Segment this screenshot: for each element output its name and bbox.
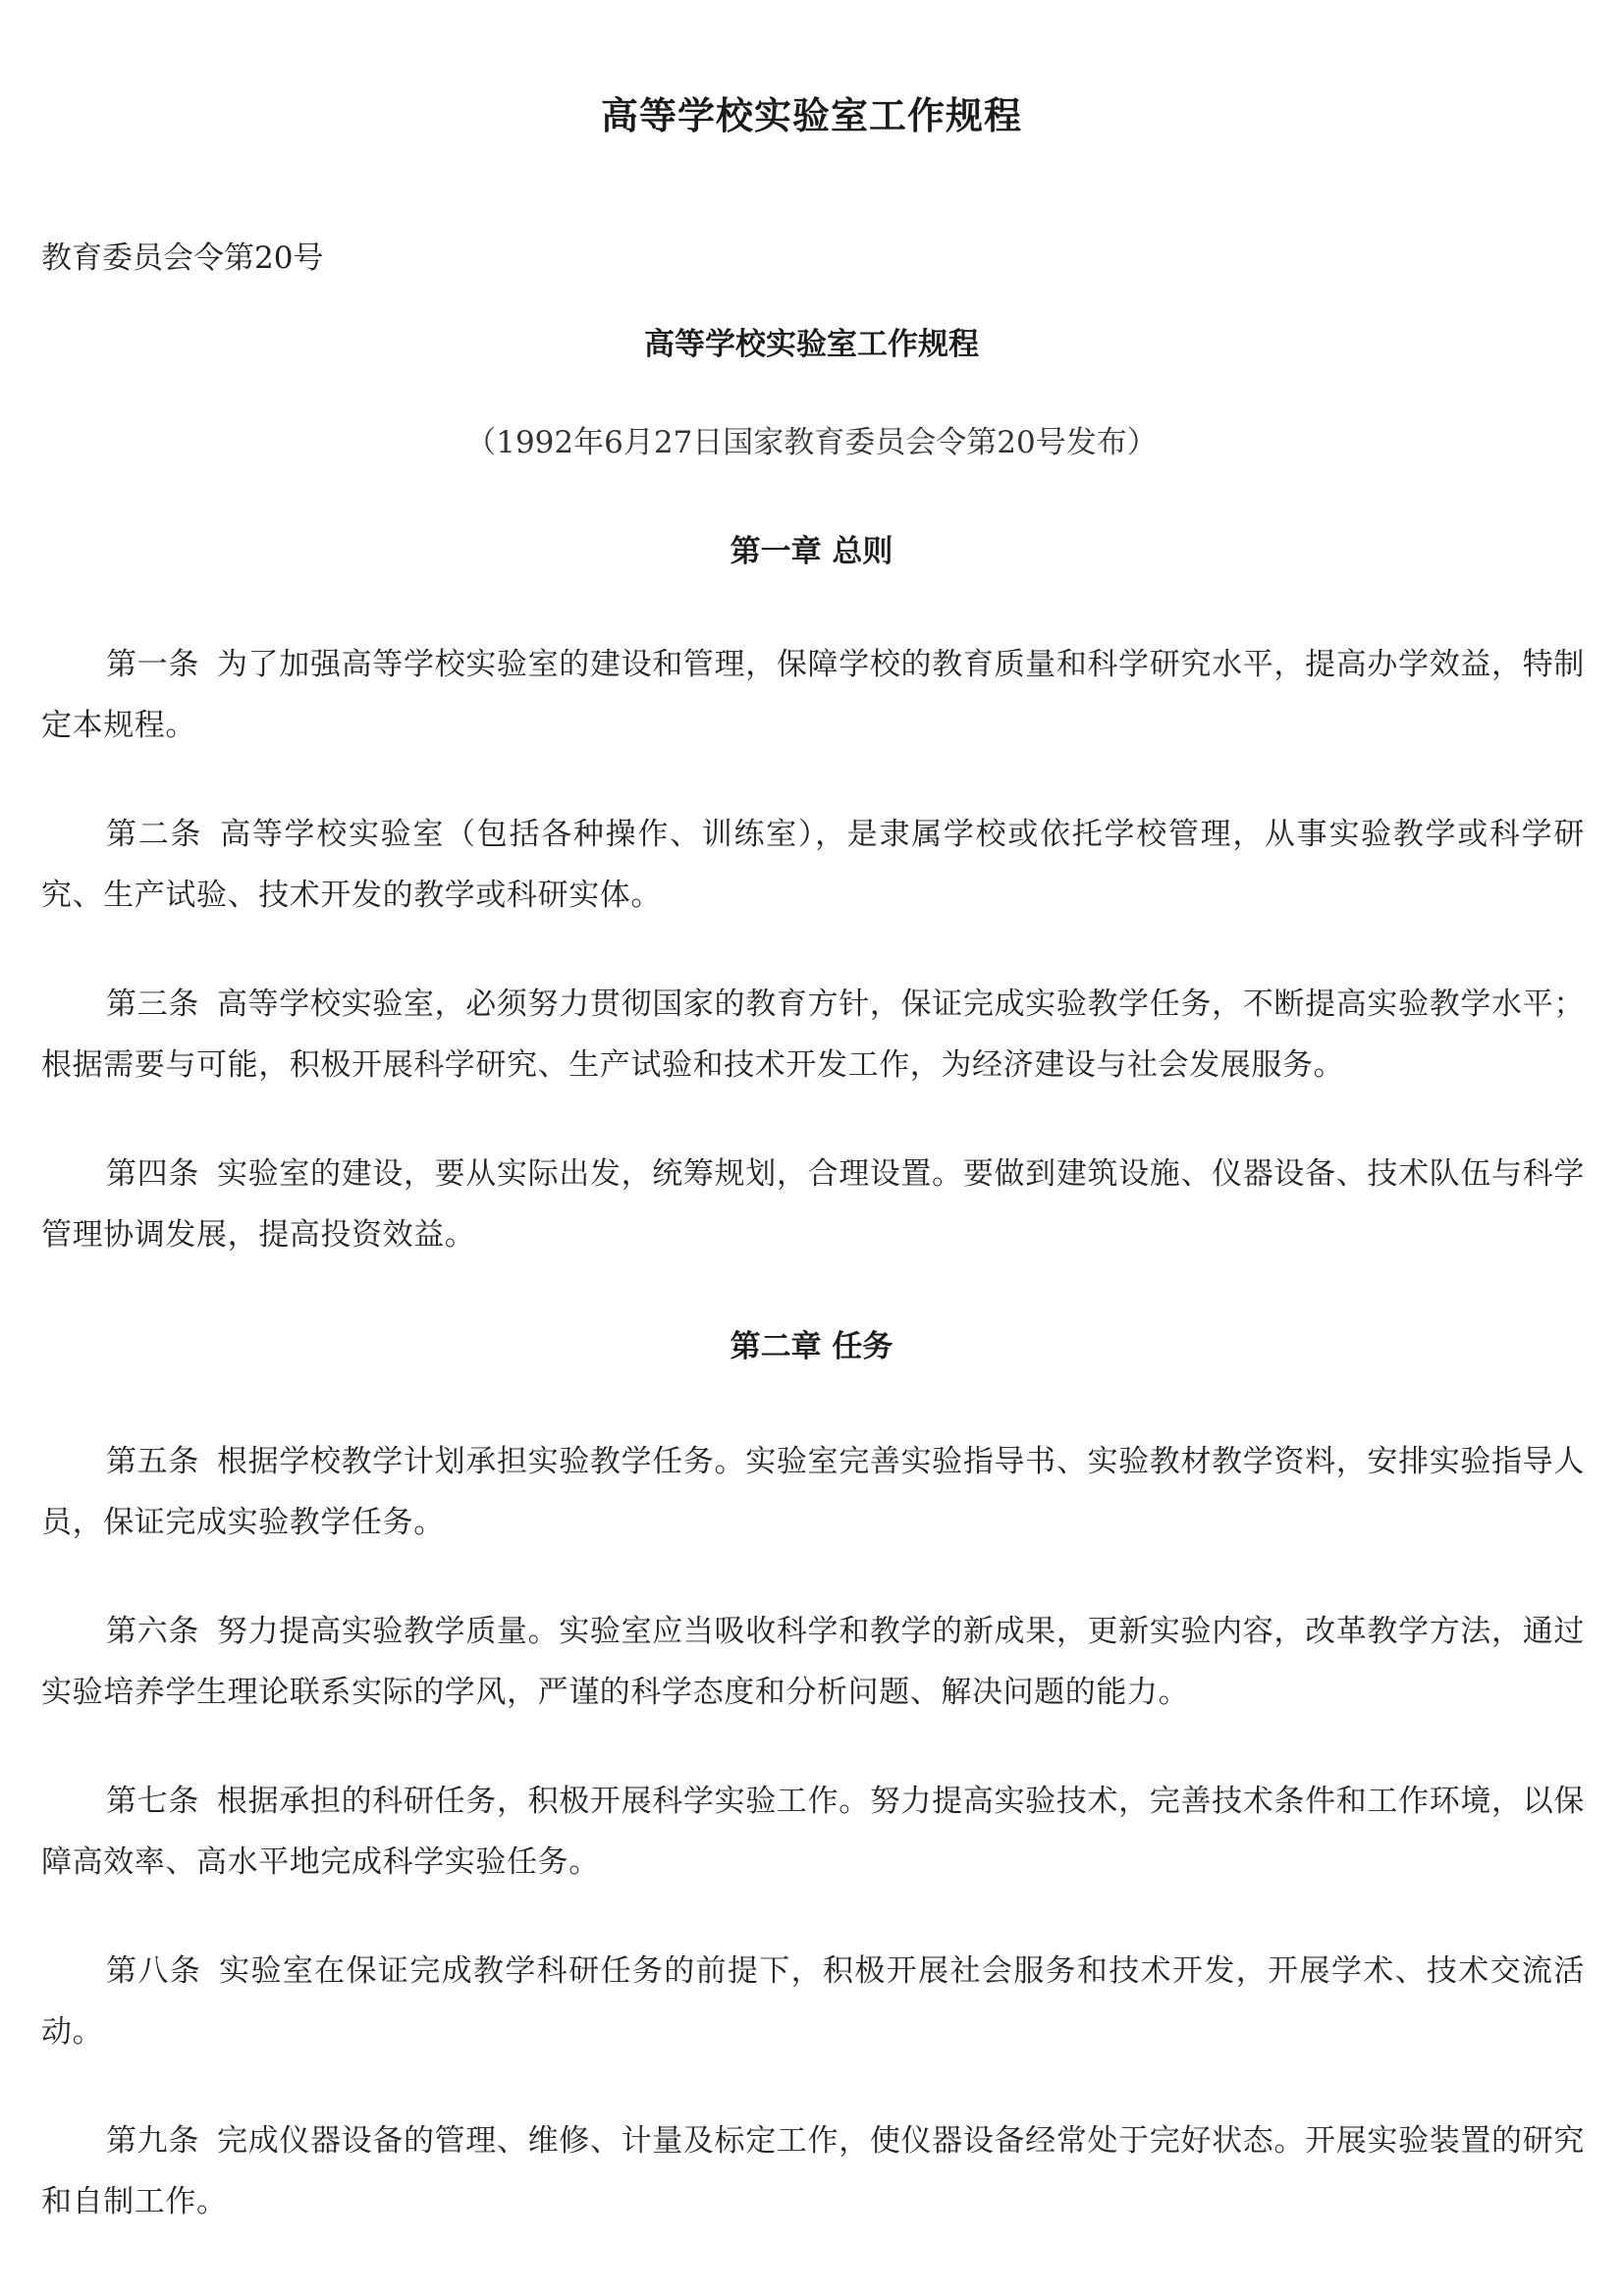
chapter-heading-2: 第二章 任务 — [730, 1329, 893, 1364]
article-7 — [41, 1771, 1585, 1893]
article-number: 第四条 — [106, 1156, 199, 1192]
article-3 — [41, 974, 1585, 1095]
article-text: 根据学校教学计划承担实验教学任务。实验室完善实验指导书、实验教材教学资料，安排实验指导人员，保证完成实验教学任务。 — [41, 1444, 1585, 1540]
article-text: 努力提高实验教学质量。实验室应当吸收科学和教学的新成果，更新实验内容，改革教学方法，通过实验培养学生理论联系实际的学风，严谨的科学态度和分析问题、解决问题的能力。 — [41, 1614, 1585, 1710]
publish-note: （1992年6月27日国家教育委员会令第20号发布） — [465, 425, 1158, 460]
article-number: 第一条 — [106, 647, 199, 682]
article-8 — [41, 1941, 1585, 2062]
article-text: 为了加强高等学校实验室的建设和管理，保障学校的教育质量和科学研究水平，提高办学效益，特制定本规程。 — [41, 647, 1585, 743]
article-number: 第七条 — [106, 1784, 199, 1819]
article-number: 第六条 — [106, 1614, 199, 1649]
chapter-heading-1: 第一章 总则 — [730, 534, 893, 569]
article-number: 第八条 — [106, 1953, 202, 1989]
document-title: 高等学校实验室工作规程 — [600, 93, 1022, 137]
article-text: 实验室的建设，要从实际出发，统筹规划，合理设置。要做到建筑设施、仪器设备、技术队伍与科学管理协调发展，提高投资效益。 — [41, 1156, 1585, 1253]
article-number: 第三条 — [106, 987, 199, 1022]
regulation-subtitle: 高等学校实验室工作规程 — [644, 327, 979, 362]
article-6 — [41, 1601, 1585, 1723]
article-text: 高等学校实验室，必须努力贯彻国家的教育方针，保证完成实验教学任务，不断提高实验教学水平；根据需要与可能，积极开展科学研究、生产试验和技术开发工作，为经济建设与社会发展服务。 — [41, 987, 1585, 1083]
article-4 — [41, 1144, 1585, 1265]
article-2 — [41, 804, 1585, 926]
article-number: 第九条 — [106, 2123, 199, 2159]
article-5 — [41, 1431, 1585, 1553]
article-9 — [41, 2110, 1585, 2232]
article-number: 第五条 — [106, 1444, 199, 1479]
article-text: 完成仪器设备的管理、维修、计量及标定工作，使仪器设备经常处于完好状态。开展实验装置的研究和自制工作。 — [41, 2123, 1585, 2219]
order-number: 教育委员会令第20号 — [41, 240, 324, 276]
article-number: 第二条 — [106, 817, 203, 852]
article-1 — [41, 634, 1585, 756]
article-text: 根据承担的科研任务，积极开展科学实验工作。努力提高实验技术，完善技术条件和工作环境，以保障高效率、高水平地完成科学实验任务。 — [41, 1784, 1585, 1880]
article-text: 高等学校实验室（包括各种操作、训练室），是隶属学校或依托学校管理，从事实验教学或科学研究、生产试验、技术开发的教学或科研实体。 — [41, 817, 1586, 913]
article-text: 实验室在保证完成教学科研任务的前提下，积极开展社会服务和技术开发，开展学术、技术交流活动。 — [41, 1953, 1585, 2050]
